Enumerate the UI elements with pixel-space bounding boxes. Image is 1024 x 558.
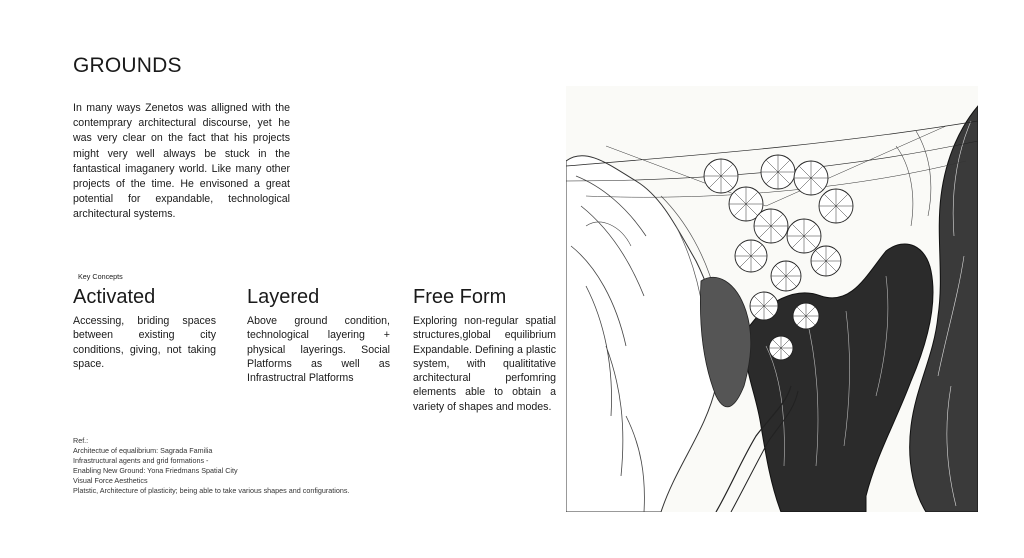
reference-item: Architectue of equalibrium: Sagrada Familia	[73, 446, 213, 455]
references-block	[73, 436, 349, 496]
canyon-sketch-image	[566, 86, 978, 512]
concept-text: Accessing, briding spaces between existing city conditions, giving, not taking space.	[73, 315, 216, 370]
references-label: Ref.:	[73, 436, 89, 445]
key-concepts-label: Key Concepts	[78, 272, 123, 281]
page-title: GROUNDS	[73, 54, 182, 77]
concept-heading: Activated	[73, 286, 156, 308]
reference-item: Visual Force Aesthetics	[73, 476, 148, 485]
reference-item: Infrastructural agents and grid formations -	[73, 456, 209, 465]
concept-activated	[73, 285, 216, 371]
reference-item: Platstic, Architecture of plasticity; being able to take various shapes and configurations.	[73, 486, 350, 495]
sketch-svg	[566, 86, 978, 512]
concept-layered	[247, 285, 390, 385]
concept-text: Exploring non-regular spatial structures,global equilibrium Expandable. Defining a plastic system, with qualititative architectural perfomring elements able to obtain a variety of shapes and modes.	[413, 315, 556, 413]
reference-item: Enabling New Ground: Yona Friedmans Spatial City	[73, 466, 238, 475]
concept-text: Above ground condition, technological layering + physical layerings. Social Platforms as well as Infrastructral Platforms	[247, 315, 390, 385]
concept-heading: Layered	[247, 286, 320, 308]
intro-paragraph: In many ways Zenetos was alligned with the contemprary architectural discourse, yet he was very clear on the fact that his projects might very well always be stuck in the fantastical imaganery world. Like many other projects of the time. He envisoned a great potential for expandable, technological architectural systems.	[73, 102, 290, 221]
concept-free-form	[413, 285, 556, 414]
concept-heading: Free Form	[413, 286, 507, 308]
